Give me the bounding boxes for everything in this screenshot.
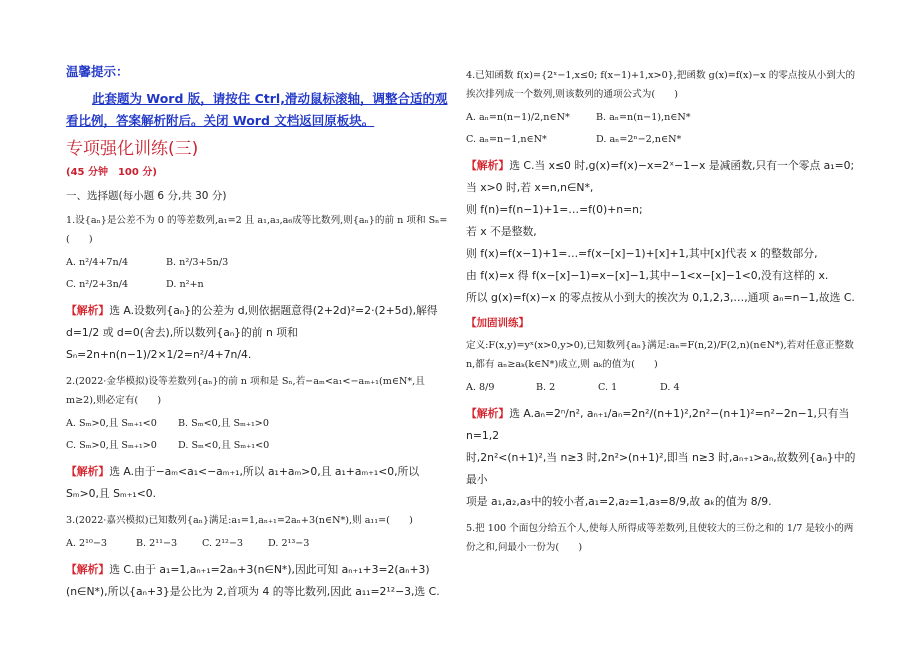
q1-option-a: A. n²/4+7n/4 bbox=[66, 257, 129, 268]
q1-option-c: C. n²/2+3n/4 bbox=[66, 279, 129, 290]
q4-answer-line-5: 由 f(x)=x 得 f(x−[x]−1)=x−[x]−1,其中−1<x−[x]−1<0,没有这样的 x. bbox=[466, 269, 829, 282]
question-4-options-row2 bbox=[466, 130, 856, 149]
reinforce-option-d: D. 4 bbox=[660, 382, 680, 393]
q4-option-b: B. aₙ=n(n−1),n∈N* bbox=[596, 112, 691, 123]
reinforce-answer-line-2: 时,2n²<(n+1)²,当 n≥3 时,2n²>(n+1)²,即当 n≥3 时,aₙ₊₁>aₙ,故数列{aₙ}中的最小 bbox=[466, 451, 856, 486]
reinforce-options bbox=[466, 378, 856, 397]
answer-tag: 【解析】 bbox=[466, 407, 510, 420]
q1-option-b: B. n²/3+5n/3 bbox=[166, 257, 229, 268]
question-3-stem: 3.(2022·嘉兴模拟)已知数列{aₙ}满足:a₁=1,aₙ₊₁=2aₙ+3(n∈N*),则 a₁₁=( ) bbox=[66, 515, 413, 526]
q3-option-d: D. 2¹³−3 bbox=[268, 538, 310, 549]
q4-option-a: A. aₙ=n(n−1)/2,n∈N* bbox=[466, 112, 570, 123]
question-4-answer bbox=[466, 155, 856, 309]
question-3-options bbox=[66, 534, 454, 553]
answer-tag: 【解析】 bbox=[466, 159, 510, 172]
q2-option-d: D. Sₘ<0,且 Sₘ₊₁<0 bbox=[178, 440, 270, 451]
right-column bbox=[466, 62, 856, 561]
section-heading: 一、选择题(每小题 6 分,共 30 分) bbox=[66, 190, 227, 202]
question-1-stem: 1.设{aₙ}是公差不为 0 的等差数列,a₁=2 且 a₁,a₃,a₆成等比数列,则{aₙ}的前 n 项和 Sₙ=( ) bbox=[66, 215, 448, 245]
answer-tag: 【解析】 bbox=[66, 465, 110, 478]
question-3-answer: 【解析】选 C.由于 a₁=1,aₙ₊₁=2aₙ+3(n∈N*),因此可知 aₙ₊₁+3=2(aₙ+3)(n∈N*),所以{aₙ+3}是公比为 2,首项为 4 的等比数列,因此 a₁₁=2¹²−3,选 C. bbox=[66, 563, 440, 598]
q4-option-d: D. aₙ=2ⁿ−2,n∈N* bbox=[596, 134, 682, 145]
answer-tag: 【解析】 bbox=[66, 563, 110, 576]
time-score: (45 分钟 100 分) bbox=[66, 167, 157, 178]
question-5-stem: 5.把 100 个面包分给五个人,使每人所得成等差数列,且使较大的三份之和的 1/7 是较小的两份之和,问最小一份为( ) bbox=[466, 523, 854, 553]
reinforce-option-b: B. 2 bbox=[536, 382, 556, 393]
reinforce-option-a: A. 8/9 bbox=[466, 382, 495, 393]
question-2-options-row2 bbox=[66, 436, 454, 455]
q1-option-d: D. n²+n bbox=[166, 279, 204, 290]
reinforce-stem: 定义:F(x,y)=yˣ(x>0,y>0),已知数列{aₙ}满足:aₙ=F(n,2)/F(2,n)(n∈N*),若对任意正整数 n,都有 aₙ≥aₖ(k∈N*)成立,则 aₖ的值为( ) bbox=[466, 340, 854, 370]
q2-option-c: C. Sₘ>0,且 Sₘ₊₁>0 bbox=[66, 440, 157, 451]
question-2-answer: 【解析】选 A.由于−aₘ<a₁<−aₘ₊₁,所以 a₁+aₘ>0,且 a₁+aₘ₊₁<0,所以 Sₘ>0,且 Sₘ₊₁<0. bbox=[66, 465, 420, 500]
question-2-options-row1 bbox=[66, 414, 454, 433]
question-1-options-row2 bbox=[66, 275, 454, 294]
reinforce-answer-line-3: 项是 a₁,a₂,a₃中的较小者,a₁=2,a₂=1,a₃=8/9,故 aₖ的值为 8/9. bbox=[466, 495, 772, 508]
q4-answer-line-1: 【解析】选 C.当 x≤0 时,g(x)=f(x)−x=2ˣ−1−x 是减函数,只有一个零点 a₁=0;当 x>0 时,若 x=n,n∈N*, bbox=[466, 159, 855, 194]
q4-answer-line-4: 则 f(x)=f(x−1)+1=…=f(x−[x]−1)+[x]+1,其中[x]代表 x 的整数部分, bbox=[466, 247, 818, 260]
q4-answer-line-2: 则 f(n)=f(n−1)+1=…=f(0)+n=n; bbox=[466, 203, 643, 216]
question-2-stem: 2.(2022·金华模拟)设等差数列{aₙ}的前 n 项和是 Sₙ,若−aₘ<a₁<−aₘ₊₁(m∈N*,且 m≥2),则必定有( ) bbox=[66, 376, 425, 406]
reinforce-heading: 【加固训练】 bbox=[466, 317, 529, 329]
reinforce-answer bbox=[466, 403, 856, 513]
question-4-options-row1 bbox=[466, 108, 856, 127]
q4-answer-line-6: 所以 g(x)=f(x)−x 的零点按从小到大的挨次为 0,1,2,3,…,通项 aₙ=n−1,故选 C. bbox=[466, 291, 855, 304]
question-1-options-row1 bbox=[66, 253, 454, 272]
left-column bbox=[66, 56, 454, 609]
q3-option-a: A. 2¹⁰−3 bbox=[66, 538, 107, 549]
q3-option-c: C. 2¹²−3 bbox=[202, 538, 244, 549]
reinforce-answer-line-1: 【解析】选 A.aₙ=2ⁿ/n², aₙ₊₁/aₙ=2n²/(n+1)²,2n²−(n+1)²=n²−2n−1,只有当 n=1,2 bbox=[466, 407, 850, 442]
page-title: 专项强化训练(三) bbox=[66, 139, 199, 159]
q4-option-c: C. aₙ=n−1,n∈N* bbox=[466, 134, 547, 145]
question-4-stem: 4.已知函数 f(x)={2ˣ−1,x≤0; f(x−1)+1,x>0},把函数 g(x)=f(x)−x 的零点按从小到大的挨次排列成一个数列,则该数列的通项公式为( ) bbox=[466, 70, 856, 100]
q4-answer-line-3: 若 x 不是整数, bbox=[466, 225, 537, 238]
tip-body: 此套题为 Word 版，请按住 Ctrl,滑动鼠标滚轴，调整合适的观看比例，答案解析附后。关闭 Word 文档返回原板块。 bbox=[66, 91, 448, 128]
q2-option-a: A. Sₘ>0,且 Sₘ₊₁<0 bbox=[66, 418, 157, 429]
question-1-answer: 【解析】选 A.设数列{aₙ}的公差为 d,则依据题意得(2+2d)²=2·(2+5d),解得 d=1/2 或 d=0(舍去),所以数列{aₙ}的前 n 项和 Sₙ=2n+n(n−1)/2×1/2=n²/4+7n/4. bbox=[66, 304, 438, 361]
tip-title: 温馨提示： bbox=[66, 64, 129, 79]
reinforce-option-c: C. 1 bbox=[598, 382, 618, 393]
answer-tag: 【解析】 bbox=[66, 304, 110, 317]
q3-option-b: B. 2¹¹−3 bbox=[136, 538, 178, 549]
q2-option-b: B. Sₘ<0,且 Sₘ₊₁>0 bbox=[178, 418, 269, 429]
